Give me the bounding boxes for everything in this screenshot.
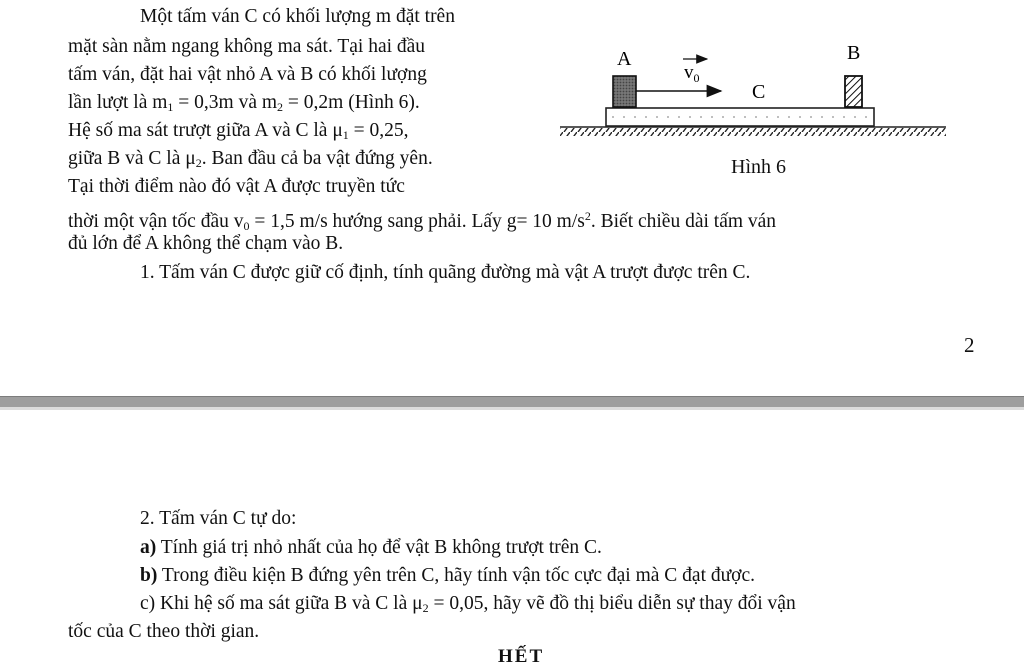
problem-line-1: Một tấm ván C có khối lượng m đặt trên	[140, 6, 455, 27]
v0-subscript: 0	[243, 219, 250, 233]
masses-intro: lần lượt là	[68, 92, 153, 113]
question-2a	[140, 536, 602, 560]
friction-intro: Hệ số ma sát trượt giữa A và C là	[68, 120, 333, 141]
problem-line-5	[68, 119, 409, 147]
page-separator-shadow	[0, 407, 1024, 410]
question-2c-pre: c) Khi hệ số ma sát giữa B và C là	[140, 593, 413, 614]
page-number: 2	[964, 333, 975, 357]
figure-caption: Hình 6	[731, 156, 786, 178]
label-v0: $v_0$	[684, 62, 700, 85]
question-2a-text: Tính giá trị nhỏ nhất của họ để vật B không trượt trên C.	[156, 537, 602, 558]
problem-line-3: tấm ván, đặt hai vật nhỏ A và B có khối lượng	[68, 64, 427, 85]
question-2c	[140, 592, 796, 620]
mu1-subscript: 1	[342, 128, 349, 142]
block-a	[613, 76, 636, 107]
question-2c-mu-symbol: μ	[412, 593, 423, 614]
v0-symbol: v	[233, 211, 244, 232]
question-1: 1. Tấm ván C được giữ cố định, tính quãng đường mà vật A trượt được trên C.	[140, 262, 751, 283]
m1-symbol: m	[152, 92, 168, 113]
problem-line-2: mặt sàn nằm ngang không ma sát. Tại hai đầu	[68, 36, 426, 57]
problem-line-7: Tại thời điểm nào đó vật A được truyền tức	[68, 176, 405, 197]
mu2-symbol: μ	[185, 148, 196, 169]
gravity-superscript: 2	[584, 209, 591, 223]
question-2a-label: a)	[140, 537, 157, 558]
question-2c-post: , hãy vẽ đồ thị biểu diễn sự thay đổi vận	[483, 593, 796, 614]
mu1-symbol: μ	[332, 120, 343, 141]
part2-heading-text: 2. Tấm ván C tự do:	[140, 508, 297, 529]
label-a: A	[617, 48, 632, 70]
m2-value: = 0,2m (Hình 6).	[283, 92, 420, 113]
friction-b-intro: giữa B và C là	[68, 148, 186, 169]
m2-symbol: m	[261, 92, 278, 113]
v0-value: = 1,5 m/s hướng sang phải. Lấy	[249, 211, 507, 232]
problem-line-4	[68, 91, 420, 119]
question-2c-mu-subscript: 2	[422, 601, 429, 615]
mu2-subscript: 2	[195, 156, 202, 170]
question-2b	[140, 564, 755, 588]
gravity-value: g= 10 m/s	[506, 211, 585, 232]
m1-subscript: 1	[167, 100, 174, 114]
question-2b-label: b)	[140, 565, 158, 586]
m2-subscript: 2	[277, 100, 284, 114]
question-2c-mu-value: = 0,05	[428, 593, 484, 614]
question-2b-text: Trong điều kiện B đứng yên trên C, hãy tính vận tốc cực đại mà C đạt được.	[157, 565, 756, 586]
label-b: B	[847, 42, 861, 64]
velocity-tail: . Biết chiều dài tấm ván	[590, 211, 777, 232]
mu1-value: = 0,25,	[348, 120, 409, 141]
label-c: C	[752, 81, 766, 103]
ground-hatch	[560, 128, 946, 136]
problem-line-6	[68, 147, 433, 175]
problem-line-9: đủ lớn để A không thể chạm vào B.	[68, 233, 344, 254]
end-mark: HẾT	[498, 646, 545, 667]
block-b	[845, 76, 862, 107]
mu2-tail: . Ban đầu cả ba vật đứng yên.	[201, 148, 433, 169]
question-2c-line-2: tốc của C theo thời gian.	[68, 621, 260, 642]
figure-diagram	[556, 36, 956, 166]
velocity-intro: thời một vận tốc đầu	[68, 211, 234, 232]
m1-value: = 0,3m và	[173, 92, 262, 113]
end-mark-cutoff	[498, 644, 554, 667]
part2-heading	[140, 507, 296, 531]
